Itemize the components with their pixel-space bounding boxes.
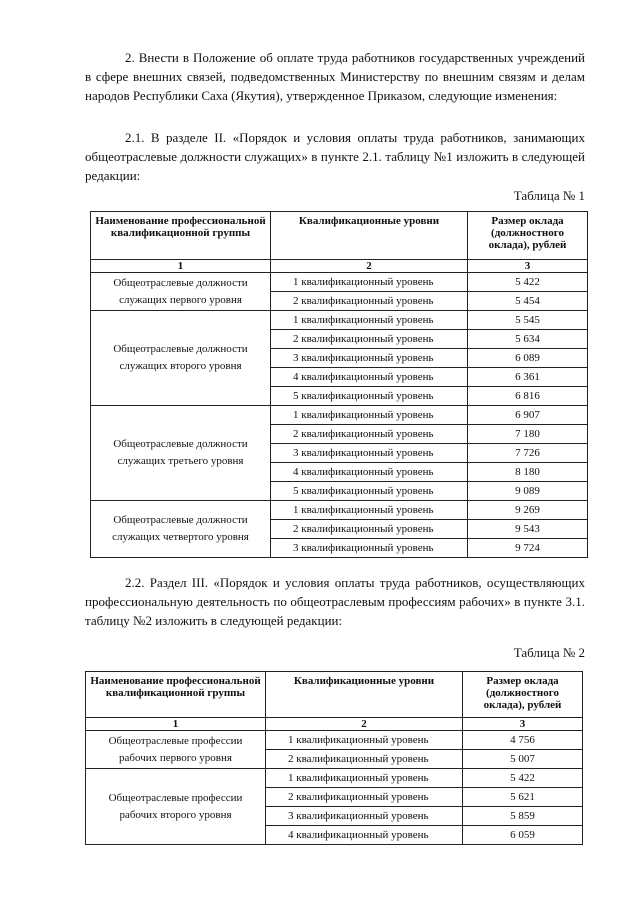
table2-header-group: Наименование профессиональной квалификационной группы [86, 672, 266, 718]
paragraph-2-1: 2.1. В разделе II. «Порядок и условия оплаты труда работников, занимающих общеотраслевые должности служащих» в пункте 2.1. таблицу №1 изложить в следующей редакции: [85, 130, 585, 183]
salary-cell: 6 816 [468, 387, 588, 406]
level-cell: 1 квалификационный уровень [271, 273, 468, 292]
paragraph-2: 2. Внести в Положение об оплате труда работников государственных учреждений в сфере внешних связей, подведомственных Министерству по внешним связям и делам народов Республики Саха (Якутия), утвержденное Приказом, следующие изменения: [85, 50, 585, 103]
table2-colnum-3: 3 [463, 718, 583, 731]
salary-cell: 5 634 [468, 330, 588, 349]
level-cell: 2 квалификационный уровень [271, 292, 468, 311]
table1-colnum-1: 1 [91, 260, 271, 273]
level-cell: 2 квалификационный уровень [271, 330, 468, 349]
level-cell: 1 квалификационный уровень [266, 731, 463, 750]
group-name-cell: Общеотраслевые профессии рабочих второго уровня [86, 769, 266, 845]
level-cell: 4 квалификационный уровень [271, 368, 468, 387]
level-cell: 4 квалификационный уровень [266, 826, 463, 845]
salary-cell: 7 726 [468, 444, 588, 463]
table2-caption: Таблица № 2 [513, 645, 585, 660]
table-2 [85, 671, 583, 845]
salary-cell: 5 422 [468, 273, 588, 292]
table2-colnum-1: 1 [86, 718, 266, 731]
salary-cell: 5 621 [463, 788, 583, 807]
salary-cell: 5 545 [468, 311, 588, 330]
level-cell: 5 квалификационный уровень [271, 387, 468, 406]
table-row [91, 273, 588, 292]
level-cell: 2 квалификационный уровень [266, 788, 463, 807]
table-1 [90, 211, 588, 558]
group-name-cell: Общеотраслевые должности служащих второго уровня [91, 311, 271, 406]
salary-cell: 4 756 [463, 731, 583, 750]
level-cell: 1 квалификационный уровень [271, 311, 468, 330]
table1-body [91, 273, 588, 558]
level-cell: 2 квалификационный уровень [271, 425, 468, 444]
table2-body [86, 731, 583, 845]
table1-colnum-2: 2 [271, 260, 468, 273]
table1-header-levels: Квалификационные уровни [271, 212, 468, 260]
level-cell: 2 квалификационный уровень [271, 520, 468, 539]
table2-colnum-2: 2 [266, 718, 463, 731]
salary-cell: 6 089 [468, 349, 588, 368]
table-row [91, 311, 588, 330]
group-name-cell: Общеотраслевые должности служащих третьего уровня [91, 406, 271, 501]
table2-header-salary: Размер оклада (должностного оклада), рублей [463, 672, 583, 718]
level-cell: 3 квалификационный уровень [271, 539, 468, 558]
table1-caption: Таблица № 1 [513, 188, 585, 203]
level-cell: 1 квалификационный уровень [266, 769, 463, 788]
salary-cell: 9 543 [468, 520, 588, 539]
table1-header-salary: Размер оклада (должностного оклада), рублей [468, 212, 588, 260]
table1-colnum-3: 3 [468, 260, 588, 273]
level-cell: 3 квалификационный уровень [266, 807, 463, 826]
level-cell: 1 квалификационный уровень [271, 501, 468, 520]
level-cell: 2 квалификационный уровень [266, 750, 463, 769]
level-cell: 3 квалификационный уровень [271, 444, 468, 463]
salary-cell: 5 859 [463, 807, 583, 826]
level-cell: 5 квалификационный уровень [271, 482, 468, 501]
salary-cell: 9 724 [468, 539, 588, 558]
level-cell: 4 квалификационный уровень [271, 463, 468, 482]
table-row [91, 406, 588, 425]
salary-cell: 5 454 [468, 292, 588, 311]
salary-cell: 6 059 [463, 826, 583, 845]
salary-cell: 5 422 [463, 769, 583, 788]
salary-cell: 5 007 [463, 750, 583, 769]
salary-cell: 7 180 [468, 425, 588, 444]
group-name-cell: Общеотраслевые должности служащих четвертого уровня [91, 501, 271, 558]
salary-cell: 8 180 [468, 463, 588, 482]
salary-cell: 6 907 [468, 406, 588, 425]
salary-cell: 9 269 [468, 501, 588, 520]
table-row [91, 501, 588, 520]
salary-cell: 6 361 [468, 368, 588, 387]
group-name-cell: Общеотраслевые профессии рабочих первого уровня [86, 731, 266, 769]
table2-header-levels: Квалификационные уровни [266, 672, 463, 718]
table-row [86, 769, 583, 788]
level-cell: 3 квалификационный уровень [271, 349, 468, 368]
paragraph-2-2: 2.2. Раздел III. «Порядок и условия оплаты труда работников, осуществляющих профессиональную деятельность по общеотраслевым профессиям рабочих» в пункте 3.1. таблицу №2 изложить в следующей редакции: [85, 575, 585, 628]
table-row [86, 731, 583, 750]
table1-header-group: Наименование профессиональной квалификационной группы [91, 212, 271, 260]
salary-cell: 9 089 [468, 482, 588, 501]
group-name-cell: Общеотраслевые должности служащих первого уровня [91, 273, 271, 311]
level-cell: 1 квалификационный уровень [271, 406, 468, 425]
